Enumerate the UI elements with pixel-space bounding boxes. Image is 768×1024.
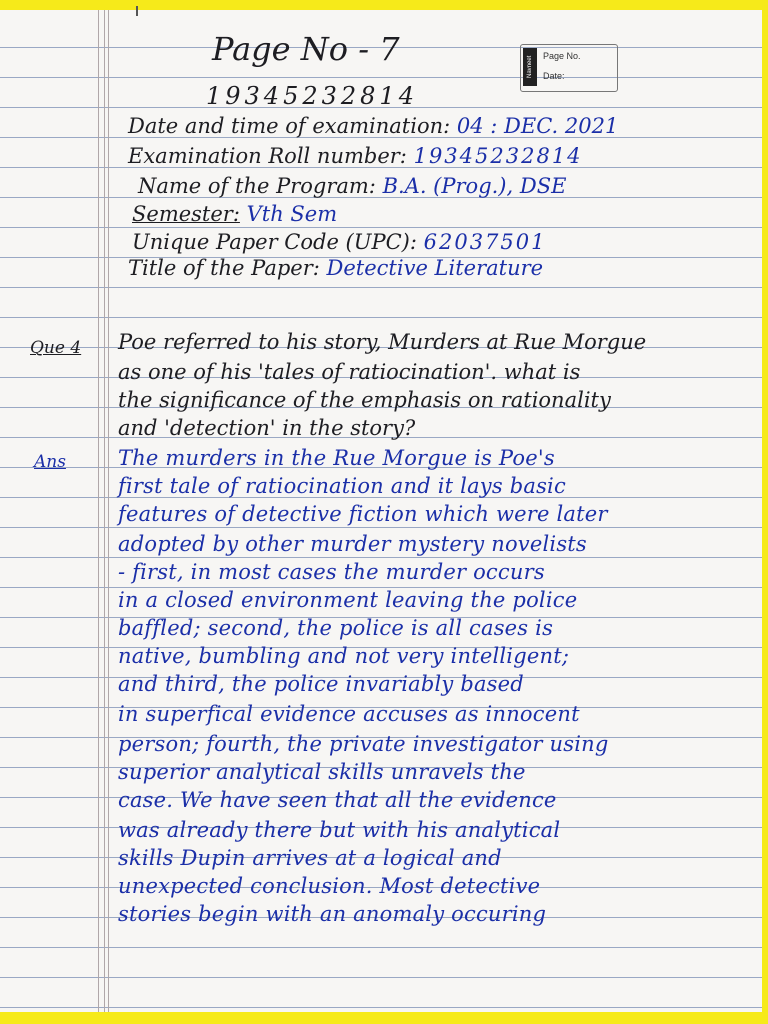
exam-detail-row bbox=[128, 256, 543, 280]
yellow-background-right bbox=[762, 0, 768, 1024]
answer-line: unexpected conclusion. Most detective bbox=[118, 874, 541, 898]
exam-detail-label: Examination Roll number: bbox=[128, 144, 407, 168]
answer-line: skills Dupin arrives at a logical and bbox=[118, 846, 502, 870]
answer-line: first tale of ratiocination and it lays basic bbox=[118, 474, 566, 498]
margin-line bbox=[108, 10, 109, 1012]
margin-line bbox=[98, 10, 99, 1012]
exam-detail-row bbox=[132, 230, 547, 254]
answer-line: in superfical evidence accuses as innocent bbox=[118, 702, 580, 726]
stamp-date-label: Date: bbox=[543, 71, 565, 81]
answer-line: native, bumbling and not very intelligent; bbox=[118, 644, 570, 668]
question-line: and 'detection' in the story? bbox=[118, 416, 416, 440]
answer-label: Ans bbox=[34, 452, 66, 472]
answer-line: adopted by other murder mystery novelists bbox=[118, 532, 587, 556]
margin-line bbox=[104, 10, 105, 1012]
exam-detail-value: B.A. (Prog.), DSE bbox=[382, 174, 567, 198]
answer-line: and third, the police invariably based bbox=[118, 672, 524, 696]
roll-number-top: 19345232814 bbox=[206, 82, 418, 110]
page-number: Page No - 7 bbox=[212, 30, 400, 68]
exam-detail-row bbox=[138, 174, 566, 198]
exam-detail-label: Date and time of examination: bbox=[128, 114, 451, 138]
question-line: as one of his 'tales of ratiocination'. what is bbox=[118, 360, 581, 384]
exam-detail-value: 19345232814 bbox=[413, 144, 583, 168]
yellow-background-bottom bbox=[0, 1012, 768, 1024]
question-line: the significance of the emphasis on rationality bbox=[118, 388, 611, 412]
exam-detail-row bbox=[128, 144, 583, 168]
exam-detail-value: Detective Literature bbox=[326, 256, 544, 280]
exam-detail-value: 62037501 bbox=[423, 230, 547, 254]
exam-detail-value: 04 : DEC. 2021 bbox=[456, 114, 619, 138]
question-line: Poe referred to his story, Murders at Rue Morgue bbox=[118, 330, 647, 354]
answer-line: stories begin with an anomaly occuring bbox=[118, 902, 547, 926]
answer-line: features of detective fiction which were later bbox=[118, 502, 608, 526]
stamp-brand: Navneet bbox=[523, 48, 537, 86]
exam-detail-label: Unique Paper Code (UPC): bbox=[132, 230, 417, 254]
exam-detail-row bbox=[132, 202, 337, 226]
binding-mark bbox=[136, 6, 138, 16]
exam-detail-value: Vth Sem bbox=[246, 202, 338, 226]
exam-detail-label: Title of the Paper: bbox=[128, 256, 320, 280]
answer-line: The murders in the Rue Morgue is Poe's bbox=[118, 446, 555, 470]
exam-detail-row bbox=[128, 114, 618, 138]
answer-line: in a closed environment leaving the police bbox=[118, 588, 578, 612]
answer-line: case. We have seen that all the evidence bbox=[118, 788, 557, 812]
answer-line: superior analytical skills unravels the bbox=[118, 760, 526, 784]
answer-line: person; fourth, the private investigator using bbox=[118, 732, 609, 756]
notebook-stamp-box bbox=[520, 44, 618, 92]
answer-line: was already there but with his analytical bbox=[118, 818, 561, 842]
answer-line: baffled; second, the police is all cases is bbox=[118, 616, 554, 640]
stamp-page-label: Page No. bbox=[543, 51, 581, 61]
question-label: Que 4 bbox=[30, 338, 82, 358]
exam-detail-label: Semester: bbox=[132, 202, 240, 226]
exam-detail-label: Name of the Program: bbox=[138, 174, 376, 198]
answer-line: - first, in most cases the murder occurs bbox=[118, 560, 545, 584]
